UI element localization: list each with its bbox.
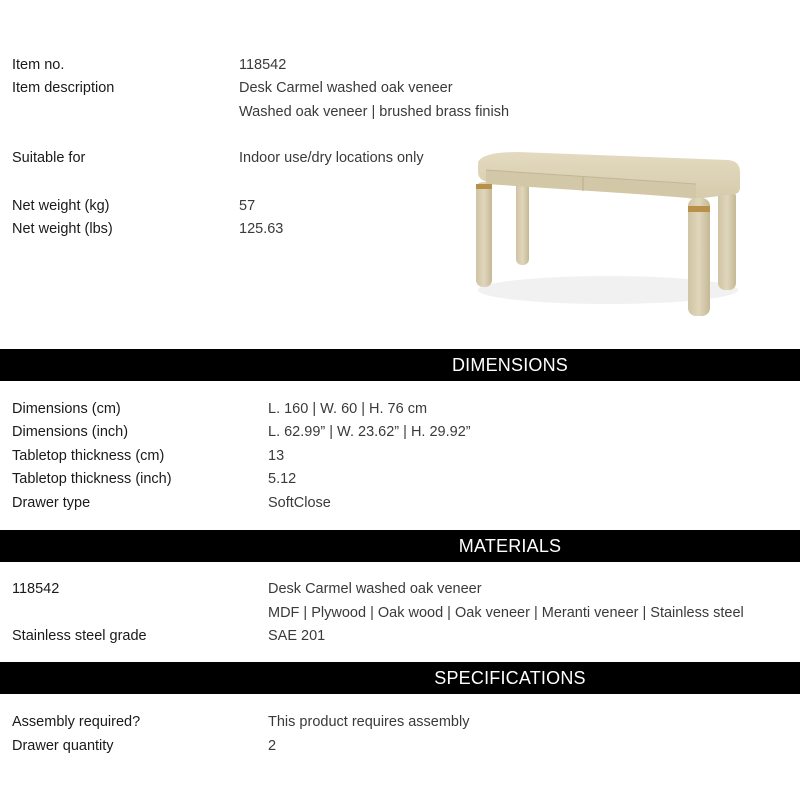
label-dimensions-inch: Dimensions (inch) — [12, 424, 129, 440]
value-net-weight-kg: 57 — [239, 198, 256, 214]
label-dimensions-cm: Dimensions (cm) — [12, 401, 121, 417]
value-tabletop-thickness-inch: 5.12 — [268, 471, 297, 487]
value-drawer-type: SoftClose — [268, 495, 331, 511]
label-tabletop-thickness-cm: Tabletop thickness (cm) — [12, 448, 165, 464]
desk-leg-back-left — [516, 180, 529, 265]
label-assembly-required: Assembly required? — [12, 714, 141, 730]
brass-ring — [688, 206, 710, 212]
value-suitable-for: Indoor use/dry locations only — [239, 150, 424, 166]
desk-leg-front-left — [476, 182, 492, 287]
brass-ring — [476, 184, 492, 189]
value-material-list: MDF | Plywood | Oak wood | Oak veneer | Meranti veneer | Stainless steel — [268, 605, 744, 621]
value-drawer-quantity: 2 — [268, 738, 277, 754]
value-tabletop-thickness-cm: 13 — [268, 448, 285, 464]
section-title-dimensions: DIMENSIONS — [451, 355, 568, 375]
label-drawer-type: Drawer type — [12, 495, 91, 511]
section-header-dimensions — [0, 349, 800, 381]
value-net-weight-lbs: 125.63 — [239, 221, 284, 237]
label-tabletop-thickness-inch: Tabletop thickness (inch) — [12, 471, 172, 487]
value-item-finish: Washed oak veneer | brushed brass finish — [239, 104, 510, 120]
desk-illustration — [458, 140, 748, 320]
label-suitable-for: Suitable for — [12, 150, 86, 166]
section-title-specifications: SPECIFICATIONS — [434, 668, 586, 688]
value-material-item: Desk Carmel washed oak veneer — [268, 581, 482, 597]
label-material-item: 118542 — [12, 581, 60, 597]
section-header-materials — [0, 530, 800, 562]
label-drawer-quantity: Drawer quantity — [12, 738, 114, 754]
label-net-weight-kg: Net weight (kg) — [12, 198, 110, 214]
value-item-description: Desk Carmel washed oak veneer — [239, 80, 453, 96]
value-dimensions-inch: L. 62.99” | W. 23.62” | H. 29.92” — [268, 424, 471, 440]
label-net-weight-lbs: Net weight (lbs) — [12, 221, 113, 237]
value-dimensions-cm: L. 160 | W. 60 | H. 76 cm — [268, 401, 428, 417]
label-item-description: Item description — [12, 80, 115, 96]
value-item-no: 118542 — [239, 57, 287, 73]
section-title-materials: MATERIALS — [458, 536, 562, 556]
desk-leg-front-right — [688, 198, 710, 316]
desk-leg-back-right — [718, 190, 736, 290]
label-stainless-steel-grade: Stainless steel grade — [12, 628, 147, 644]
section-header-specifications — [0, 662, 800, 694]
label-item-no: Item no. — [12, 57, 65, 73]
product-image — [458, 140, 748, 320]
value-stainless-steel-grade: SAE 201 — [268, 628, 326, 644]
value-assembly-required: This product requires assembly — [268, 714, 470, 730]
